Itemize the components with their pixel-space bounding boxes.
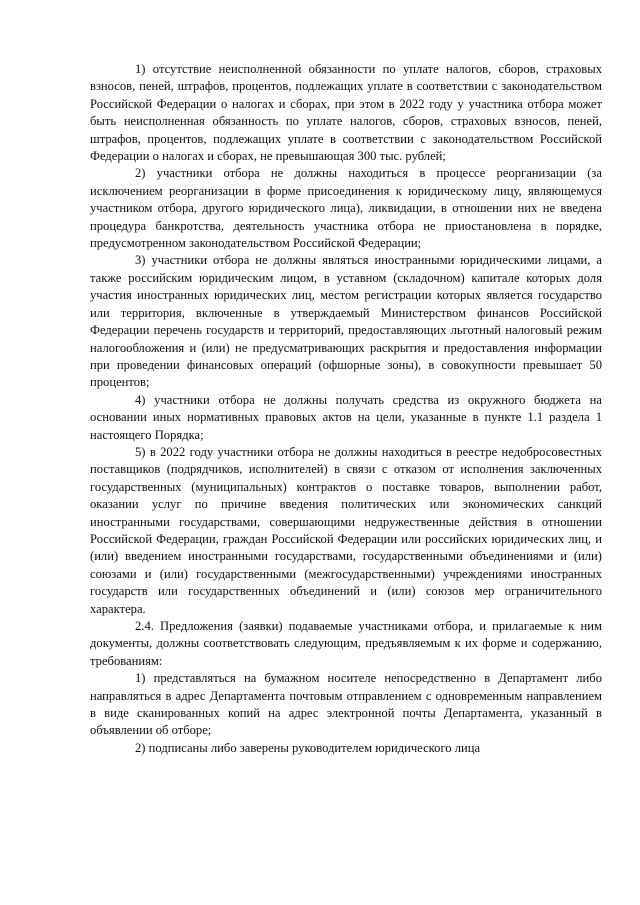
paragraph-item-1: 1) отсутствие неисполненной обязанности по уплате налогов, сборов, страховых взносов, пеней, штрафов, процентов, подлежащих уплате в соответствии с законодательством Российской Федерации о налогах и сборах, при этом в 2022 году у участника отбора может быть неисполненная обязанность по уплате налогов, сборов, страховых взносов, пеней, штрафов, процентов, подлежащих уплате в соответствии с законодательством Российской Федерации о налогах и сборах, не превышающая 300 тыс. рублей; — [90, 62, 602, 164]
paragraph-requirement-2: 2) подписаны либо заверены руководителем юридического лица — [135, 740, 481, 755]
paragraph-item-4: 4) участники отбора не должны получать средства из окружного бюджета на основании иных нормативных правовых актов на цели, указанные в пункте 1.1 раздела 1 настоящего Порядка; — [90, 392, 602, 442]
document-page — [90, 61, 602, 757]
paragraph-section-2-4: 2.4. Предложения (заявки) подаваемые участниками отбора, и прилагаемые к ним документы, должны соответствовать следующим, предъявляемым к их форме и содержанию, требованиям: — [90, 619, 602, 668]
paragraph-item-5: 5) в 2022 году участники отбора не должны находиться в реестре недобросовестных поставщиков (подрядчиков, исполнителей) в связи с отказом от исполнения заключенных государственных (муниципальных) контрактов о поставке товаров, выполнении работ, оказании услуг по причине введения политических или экономических санкций иностранными государствами, совершающими недружественные действия в отношении Российской Федерации, граждан Российской Федерации или российских юридических лиц, и (или) введением иностранными государствами, государственными объединениями и (или) союзами и (или) государственными (межгосударственными) учреждениями иностранных государств или государственных объединений и (или) союзов мер ограничительного характера. — [90, 444, 602, 616]
paragraph-item-2: 2) участники отбора не должны находиться в процессе реорганизации (за исключением реорганизации в форме присоединения к юридическому лицу, являющемуся участником отбора, другого юридического лица), ликвидации, в отношении них не введена процедура банкротства, деятельность участника отбора не приостановлена в порядке, предусмотренном законодательством Российской Федерации; — [90, 166, 602, 251]
paragraph-item-3: 3) участники отбора не должны являться иностранными юридическими лицами, а также российским юридическим лицом, в уставном (складочном) капитале которых доля участия иностранных юридических лиц, местом регистрации которых является государство или территория, включенные в утверждаемый Министерством финансов Российской Федерации перечень государств и территорий, предоставляющих льготный налоговый режим налогообложения и (или) не предусматривающих раскрытия и предоставления информации при проведении финансовых операций (офшорные зоны), в совокупности превышает 50 процентов; — [90, 253, 602, 390]
paragraph-requirement-1: 1) представляться на бумажном носителе непосредственно в Департамент либо направляться в адрес Департамента почтовым отправлением с одновременным направлением в виде сканированных копий на адрес электронной почты Департамента, указанный в объявлении об отборе; — [90, 671, 602, 738]
